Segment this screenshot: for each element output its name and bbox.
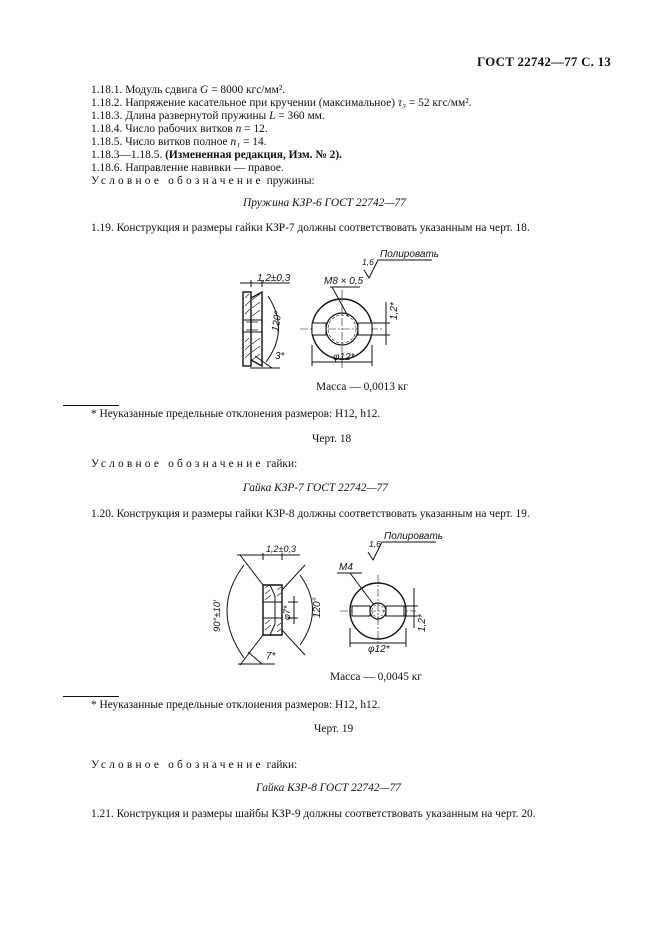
fig18-footnote: * Неуказанные предельные отклонения размеров: H12, h12. [91,408,381,420]
fig19-roughness: 1,6 [369,539,381,549]
fig18-mass: Масса — 0,0013 кг [316,381,408,393]
fig19-dia-small: φ7* [282,605,292,620]
fig19-thread-label: М4 [339,562,353,573]
paragraph-1-21: 1.21. Конструкция и размеры шайбы КЗР-9 должны соответствовать указанным на черт. 20. [91,808,536,820]
list-item: 1.18.6. Направление навивки — правое. [91,162,284,174]
fig19-dim-7: 7* [266,651,276,662]
fig19-dia: φ12* [368,644,390,655]
designation-label: Условное обозначение гайки: [91,759,298,771]
fig19-caption: Черт. 19 [314,723,354,735]
fig19-footnote: * Неуказанные предельные отклонения размеров: H12, h12. [91,699,381,711]
fig19-angle-left: 90°±10' [212,600,223,632]
fig18-dia: φ12* [333,352,355,363]
list-item: 1.18.2. Напряжение касательное при кручении (максимальное) τ₃ = 52 кгс/мм². [91,97,472,109]
amendment-note: 1.18.3—1.18.5. (Измененная редакция, Изм. № 2). [91,149,343,161]
footnote-rule [63,696,119,697]
list-item: 1.18.3. Длина развернутой пружины L = 360 мм. [91,110,325,122]
fig19-mass: Масса — 0,0045 кг [330,671,422,683]
paragraph-1-19: 1.19. Конструкция и размеры гайки КЗР-7 должны соответствовать указанным на черт. 18. [91,222,530,234]
page-header: ГОСТ 22742—77 С. 13 [477,54,611,69]
fig18-polish-label: Полировать [380,249,440,260]
nut8-designation: Гайка КЗР-8 ГОСТ 22742—77 [256,782,402,794]
list-item: 1.18.1. Модуль сдвига G = 8000 кгс/мм². [91,84,286,96]
list-item: 1.18.4. Число рабочих витков n = 12. [91,123,268,135]
fig18-angle: 120° [270,310,285,333]
paragraph-1-20: 1.20. Конструкция и размеры гайки КЗР-8 должны соответствовать указанным на черт. 19. [91,508,530,520]
fig18-dim-thickness: 1,2±0,3 [257,273,291,284]
list-item: 1.18.5. Число витков полное n₁ = 14. [91,136,267,148]
designation-label: Условное обозначение пружины: [91,175,315,187]
designation-label: Условное обозначение гайки: [91,458,298,470]
fig18-thread-label: М8 × 0,5 [324,276,364,287]
fig19-dim-12: 1,2* [417,614,428,632]
fig18-caption: Черт. 18 [312,433,352,445]
fig18-dim-3: 3* [275,351,285,362]
nut7-designation: Гайка КЗР-7 ГОСТ 22742—77 [243,482,389,494]
fig18-roughness: 1,6 [362,257,374,267]
fig19-angle-right: 120° [312,597,323,618]
fig19-dim-thickness: 1,2±0,3 [266,544,296,554]
fig19-polish-label: Полировать [384,531,444,542]
fig18-dim-12: 1,2* [389,302,400,320]
spring-designation: Пружина КЗР-6 ГОСТ 22742—77 [243,197,406,209]
